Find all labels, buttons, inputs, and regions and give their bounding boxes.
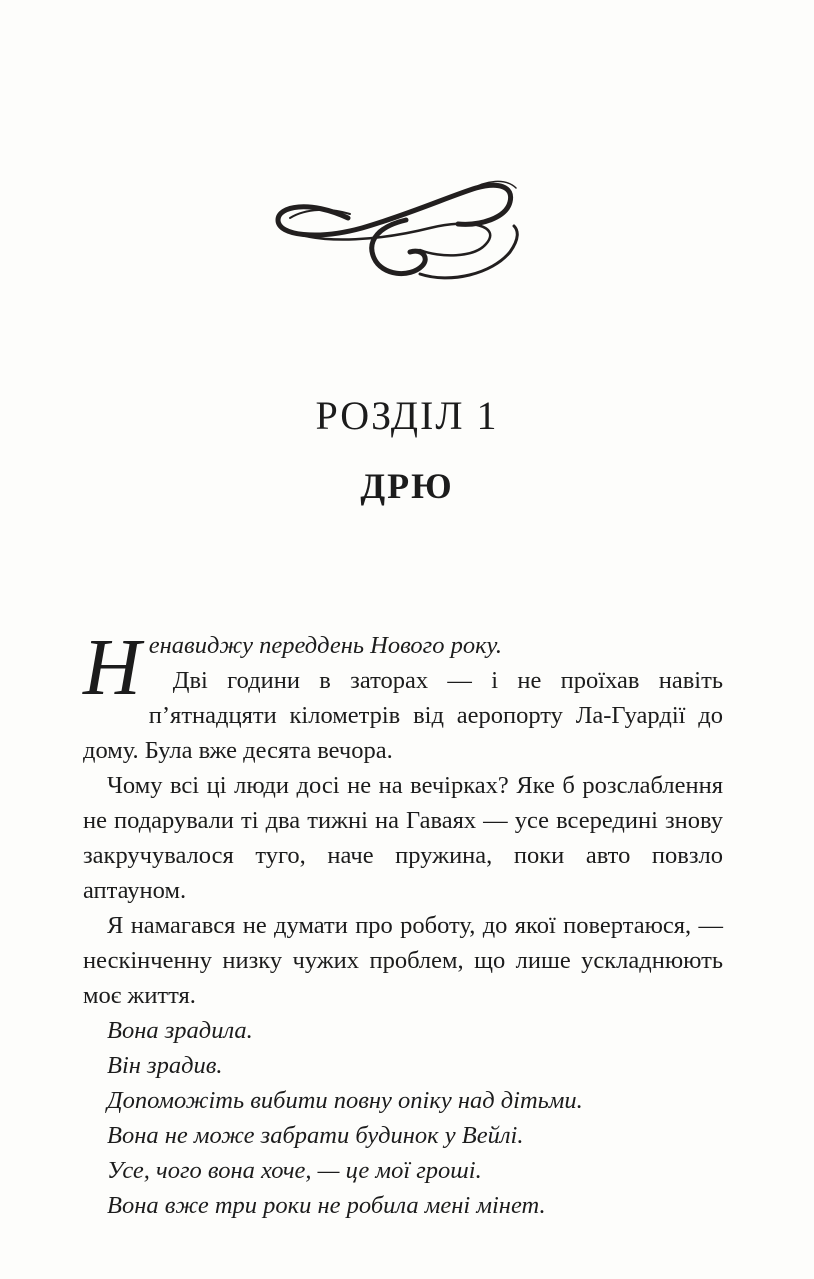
paragraph: Дві години в заторах — і не проїхав навіть п’ятнадцяти кілометрів від аеропорту Ла-Гуардії до дому. Була вже десята вечора. (83, 667, 723, 764)
italic-line: Вона зрадила. (107, 1017, 253, 1044)
italic-line: Він зрадив. (107, 1052, 223, 1079)
drop-cap: Н (83, 624, 141, 712)
paragraph: Я намагався не думати про роботу, до якої повертаюся, — нескінченну низку чужих проблем, що лише ускладнюють моє життя. (83, 912, 723, 1009)
chapter-title: РОЗДІЛ 1 (315, 393, 499, 438)
italic-line: Допоможіть вибити повну опіку над дітьми. (107, 1087, 583, 1114)
italic-line: Вона вже три роки не робила мені мінет. (107, 1192, 546, 1219)
italic-line: Вона не може забрати будинок у Вейлі. (107, 1122, 524, 1149)
opening-line: енавиджу переддень Нового року. (148, 632, 503, 659)
paragraph-opening (83, 624, 723, 712)
paragraph: Чому всі ці люди досі не на вечірках? Яке б розслаблення не подарували ті два тижні на Гаваях — усе всередині знову закручувалося туго, наче пружина, поки авто повзло аптауном. (83, 772, 723, 904)
italic-line: Усе, чого вона хоче, — це мої гроші. (107, 1157, 482, 1184)
flourish-ornament-icon (270, 178, 530, 296)
chapter-subtitle: ДРЮ (360, 466, 454, 506)
chapter-body (83, 624, 723, 1223)
